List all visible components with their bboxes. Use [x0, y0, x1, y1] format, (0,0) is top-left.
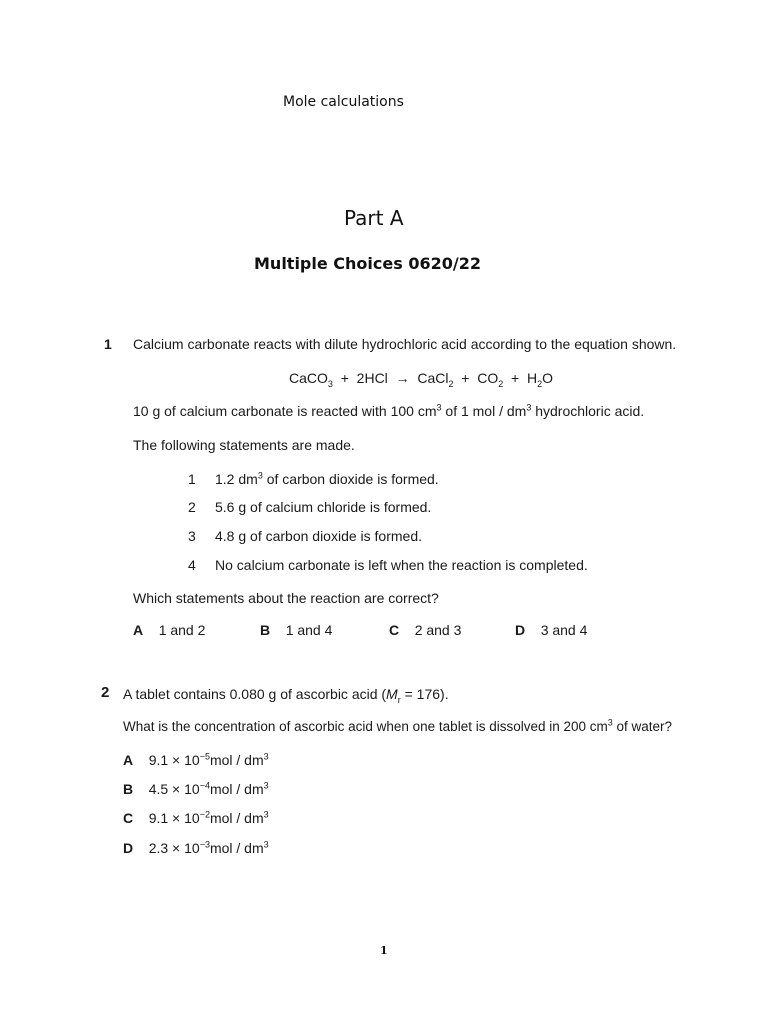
question-prompt: What is the concentration of ascorbic acid when one tablet is dissolved in 200 $cm^3$ of water?	[123, 717, 673, 734]
answer-option: C 2 and 3	[389, 622, 462, 638]
page-number: 1	[380, 944, 388, 957]
part-heading: Part A	[344, 206, 404, 230]
statement-number: 1	[188, 471, 196, 487]
statement-number: 4	[188, 557, 196, 573]
answer-option: C $9.1 \times 10^{-2}mol / dm^3$	[123, 809, 269, 826]
answer-option: B $4.5 \times 10^{-4}mol / dm^3$	[123, 780, 269, 797]
statement-text: 5.6 g of calcium chloride is formed.	[215, 499, 432, 515]
question-stem: A tablet contains 0.080 g of ascorbic acid $(M_r = 176)$.	[123, 686, 449, 705]
question-number: 2	[101, 684, 110, 701]
statement-number: 3	[188, 528, 196, 544]
answer-option: B 1 and 4	[260, 622, 333, 638]
question-prompt: Which statements about the reaction are correct?	[133, 590, 439, 606]
section-subtitle: Multiple Choices 0620/22	[254, 254, 481, 273]
document-title: Mole calculations	[283, 94, 404, 110]
statement-number: 2	[188, 499, 196, 515]
answer-option: A 1 and 2	[133, 622, 206, 638]
answer-option: D $2.3 \times 10^{-3}mol / dm^3$	[123, 839, 269, 856]
reaction-conditions: 10 g of calcium carbonate is reacted with 100 $cm^3$ of 1 mol / $dm^3$ hydrochloric acid.	[133, 402, 645, 419]
answer-option: D 3 and 4	[515, 622, 588, 638]
statement-text: 1.2 $dm^3$ of carbon dioxide is formed.	[215, 470, 439, 487]
question-number: 1	[104, 336, 112, 352]
chemical-equation: CaCO$_3$ + 2HCl → CaCl$_2$ + $CO_2 + H_2O$	[289, 370, 554, 389]
statement-text: No calcium carbonate is left when the reaction is completed.	[215, 557, 588, 573]
question-stem: Calcium carbonate reacts with dilute hydrochloric acid according to the equation shown.	[133, 336, 677, 352]
statement-text: 4.8 g of carbon dioxide is formed.	[215, 528, 423, 544]
statements-intro: The following statements are made.	[133, 437, 355, 453]
answer-option: A $9.1 \times 10^{-5}mol / dm^3$	[123, 751, 269, 768]
